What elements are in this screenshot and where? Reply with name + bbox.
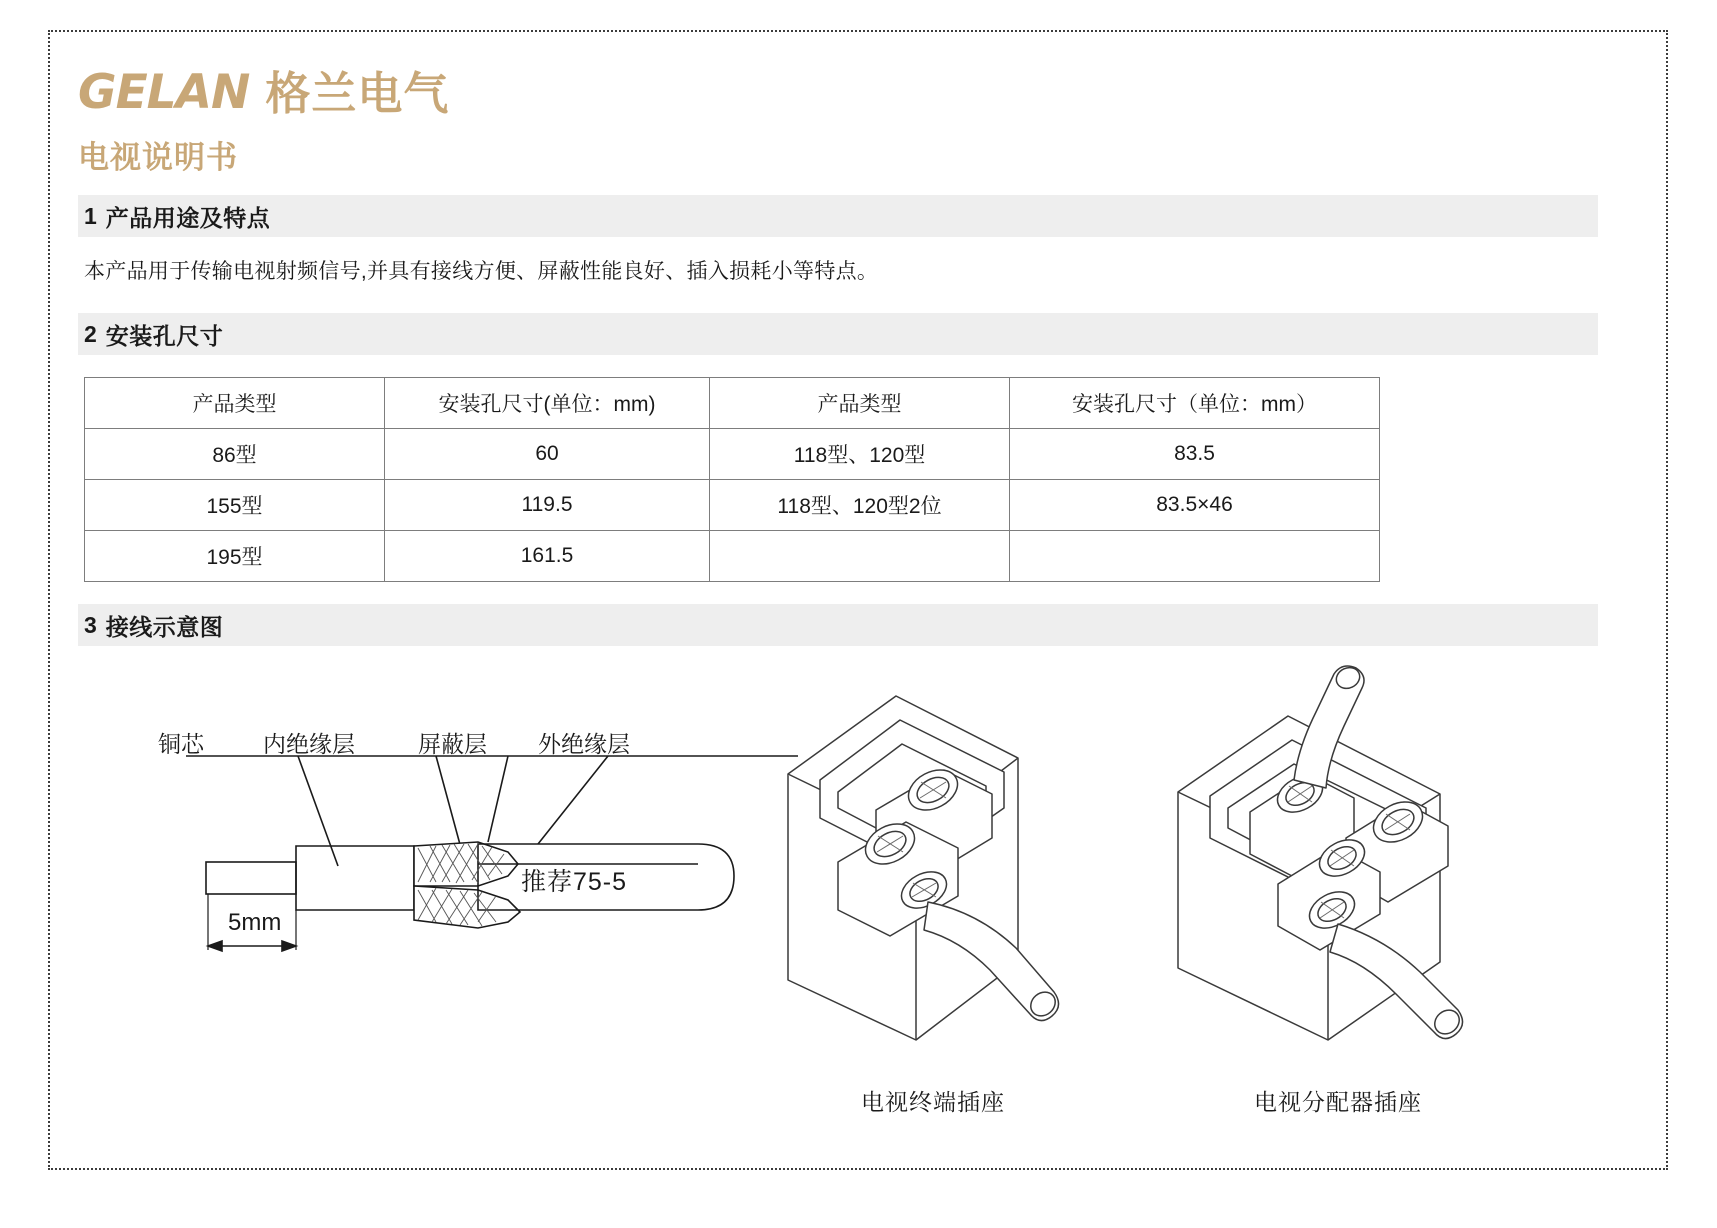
tv-splitter-socket-drawing xyxy=(1158,662,1518,1082)
table-cell: 119.5 xyxy=(385,480,710,531)
intro-paragraph: 本产品用于传输电视射频信号,并具有接线方便、屏蔽性能良好、插入损耗小等特点。 xyxy=(84,260,879,283)
table-cell: 86型 xyxy=(85,429,385,480)
table-header-cell: 安装孔尺寸(单位：mm) xyxy=(385,378,710,429)
table-header-cell: 安装孔尺寸（单位：mm） xyxy=(1010,378,1380,429)
table-cell: 161.5 xyxy=(385,531,710,582)
page-title: 电视说明书 xyxy=(78,140,238,175)
mounting-hole-table xyxy=(84,377,1380,582)
table-row xyxy=(85,480,1380,531)
spec-table-wrapper xyxy=(78,355,1598,582)
table-cell: 83.5×46 xyxy=(1010,480,1380,531)
cable-label-inner-insulation: 内绝缘层 xyxy=(263,731,355,757)
table-row xyxy=(85,429,1380,480)
table-cell: 60 xyxy=(385,429,710,480)
cable-label-shield: 屏蔽层 xyxy=(418,731,487,757)
section-heading-1 xyxy=(78,195,1598,237)
brand-name-cn: 格兰电气 xyxy=(265,68,450,119)
table-header-row xyxy=(85,378,1380,429)
document-content xyxy=(78,54,1598,1154)
brand-header xyxy=(78,54,1598,120)
dimension-5mm-label: 5mm xyxy=(228,909,282,936)
table-cell: 195型 xyxy=(85,531,385,582)
section-title-3: 接线示意图 xyxy=(105,613,224,640)
cable-label-copper-core: 铜芯 xyxy=(158,731,204,757)
table-cell-empty xyxy=(1010,531,1380,582)
cable-label-outer-insulation: 外绝缘层 xyxy=(538,731,630,757)
socket-caption-splitter: 电视分配器插座 xyxy=(1254,1089,1422,1115)
section-number-2: 2 xyxy=(84,320,97,347)
recommended-cable-label: 推荐75-5 xyxy=(521,868,628,896)
table-cell: 118型、120型 xyxy=(710,429,1010,480)
wiring-diagram xyxy=(78,654,1598,1154)
table-header-cell: 产品类型 xyxy=(710,378,1010,429)
table-cell: 83.5 xyxy=(1010,429,1380,480)
table-header-cell: 产品类型 xyxy=(85,378,385,429)
table-cell: 118型、120型2位 xyxy=(710,480,1010,531)
section-heading-2 xyxy=(78,313,1598,355)
section-number-3: 3 xyxy=(84,611,97,638)
table-row xyxy=(85,531,1380,582)
section-title-2: 安装孔尺寸 xyxy=(105,322,224,349)
socket-caption-terminal: 电视终端插座 xyxy=(861,1089,1005,1115)
table-cell-empty xyxy=(710,531,1010,582)
table-cell: 155型 xyxy=(85,480,385,531)
brand-name-en: GELAN xyxy=(78,65,250,120)
tv-terminal-socket-drawing xyxy=(768,662,1098,1082)
section-title-1: 产品用途及特点 xyxy=(105,204,271,231)
section-number-1: 1 xyxy=(84,202,97,229)
section-heading-3 xyxy=(78,604,1598,646)
document-page xyxy=(48,30,1668,1170)
